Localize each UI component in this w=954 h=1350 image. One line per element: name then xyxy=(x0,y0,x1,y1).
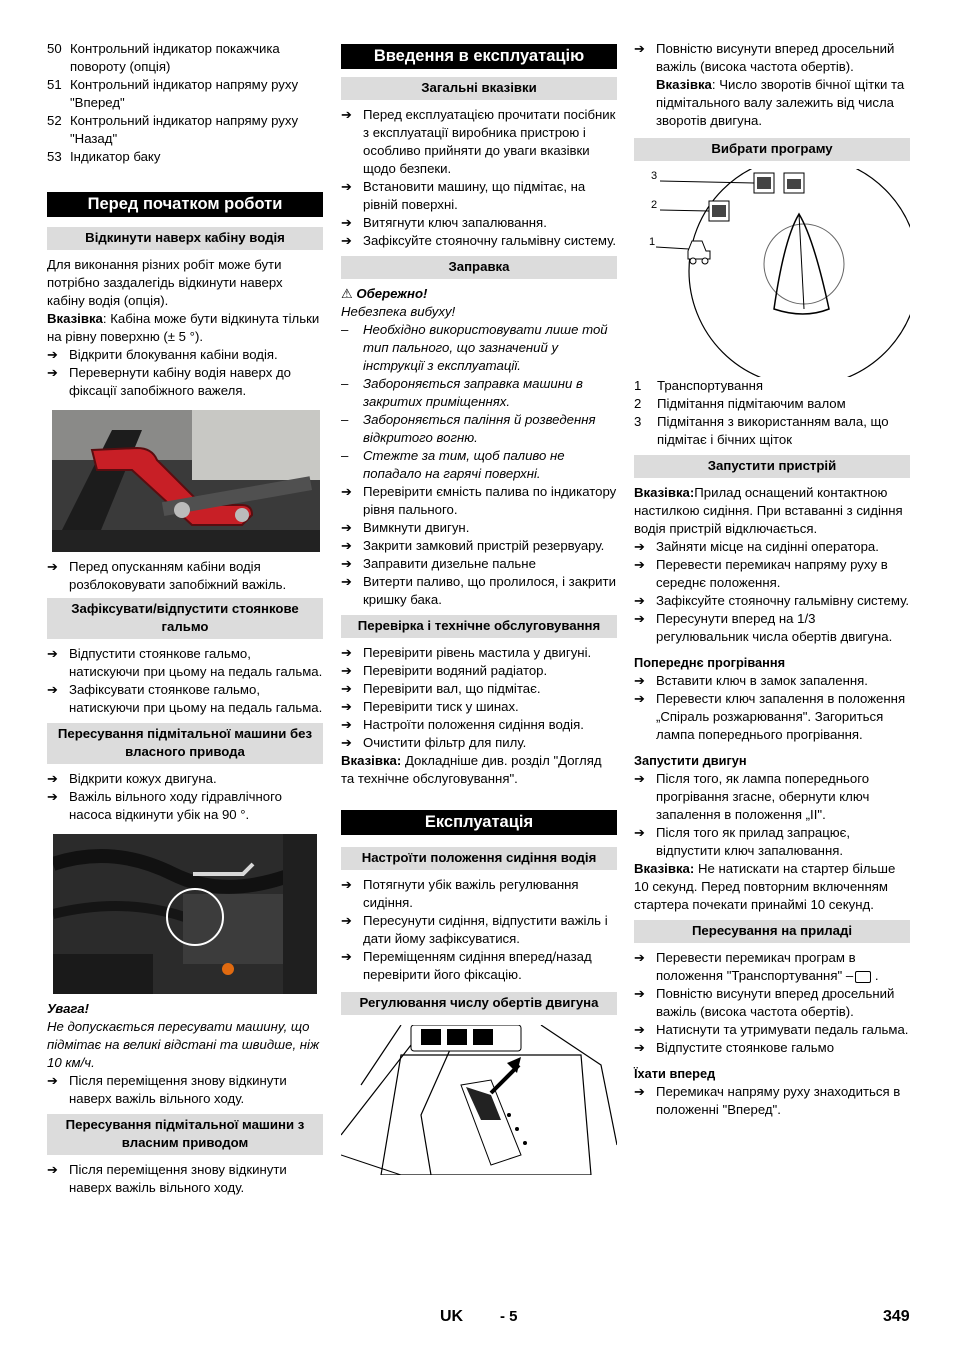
list-item-text: Підмітання з використанням вала, що підмітає і бічних щіток xyxy=(657,414,889,447)
list-item xyxy=(634,395,910,413)
note: Вказівка: Число зворотів бічної щітки та підмітального валу залежить від числа зворотів двигуна. xyxy=(656,77,905,128)
column-left xyxy=(47,40,323,1197)
arrow-icon: ➔ xyxy=(634,557,645,572)
freewheel-lever-photo xyxy=(53,834,317,994)
program-dial-diagram xyxy=(634,169,910,377)
note: Вказівка:Прилад оснащений контактною настилкою сидіння. При вставанні з сидіння водія пристрій відключається. xyxy=(634,485,903,536)
arrow-icon: ➔ xyxy=(341,699,352,714)
step: ➔ Повністю висунути вперед дросельний важіль (висока частота обертів). xyxy=(634,41,895,74)
step: ➔ Важіль вільного ходу гідравлічного насоса відкинути убік на 90 °. xyxy=(47,789,282,822)
cabin-lever-photo xyxy=(52,410,320,552)
caution-item: – Необхідно використовувати лише той тип пального, що зазначений у інструкції з експлуатації. xyxy=(341,322,608,373)
arrow-icon: ➔ xyxy=(341,179,352,194)
step: ➔ Зафіксувати стоянкове гальмо, натискуючи при цьому на педаль гальма. xyxy=(47,682,323,715)
arrow-icon: ➔ xyxy=(341,877,352,892)
list-item-number: 50 xyxy=(47,41,62,56)
step: ➔ Натиснути та утримувати педаль гальма. xyxy=(634,1022,909,1037)
subheading-start-engine: Запустити двигун xyxy=(634,753,747,768)
footer-local-page: - 5 xyxy=(500,1308,518,1325)
subheading-parking-brake: Зафіксувати/відпустити стоянкове гальмо xyxy=(47,598,323,639)
caution-item: – Забороняється паління й розведення відкритого вогню. xyxy=(341,412,596,445)
arrow-icon: ➔ xyxy=(341,107,352,122)
step: ➔ Після того як прилад запрацює, відпустити ключ запалювання. xyxy=(634,825,851,858)
step: ➔ Закрити замковий пристрій резервуару. xyxy=(341,538,605,553)
arrow-icon: ➔ xyxy=(47,365,58,380)
step: ➔ Зайняти місце на сидінні оператора. xyxy=(634,539,879,554)
caution-title: ⚠ Обережно! xyxy=(341,286,428,301)
dial-label-3: 3 xyxy=(651,170,658,182)
list-item-text: Підмітання підмітаючим валом xyxy=(657,396,846,411)
subheading-engine-rpm: Регулювання числу обертів двигуна xyxy=(341,992,617,1015)
arrow-icon: ➔ xyxy=(634,673,645,688)
arrow-icon: ➔ xyxy=(341,717,352,732)
subheading-seat: Настроїти положення сидіння водія xyxy=(341,847,617,870)
subheading-general: Загальні вказівки xyxy=(341,77,617,100)
arrow-icon: ➔ xyxy=(341,538,352,553)
section-heading-before-work: Перед початком роботи xyxy=(47,192,323,217)
step: ➔ Перевірити тиск у шинах. xyxy=(341,699,519,714)
step: ➔ Переміщенням сидіння вперед/назад перевірити його фіксацію. xyxy=(341,949,592,982)
list-item xyxy=(47,148,323,166)
list-item-number: 53 xyxy=(47,149,62,164)
list-item xyxy=(634,413,910,449)
arrow-icon: ➔ xyxy=(47,1162,58,1177)
subheading-start-device: Запустити пристрій xyxy=(634,455,910,478)
arrow-icon: ➔ xyxy=(341,215,352,230)
list-item-number: 51 xyxy=(47,77,62,92)
list-item xyxy=(47,76,323,112)
step: ➔ Перевірити ємність палива по індикатору рівня пального. xyxy=(341,484,617,517)
arrow-icon: ➔ xyxy=(47,789,58,804)
arrow-icon: ➔ xyxy=(341,556,352,571)
subheading-push-without-drive: Пересування підмітальної машини без власного привода xyxy=(47,723,323,764)
arrow-icon: ➔ xyxy=(634,41,645,56)
note: Вказівка: Не натискати на стартер більше 10 секунд. Перед повторним включенням стартера почекати принаймі 10 секунд. xyxy=(634,861,896,912)
program-1-icon xyxy=(688,241,710,259)
caution-subtitle: Небезпека вибуху! xyxy=(341,304,456,319)
list-item-number: 1 xyxy=(634,378,642,393)
arrow-icon: ➔ xyxy=(634,1040,645,1055)
arrow-icon: ➔ xyxy=(634,539,645,554)
caution-item: – Забороняється заправка машини в закритих приміщеннях. xyxy=(341,376,583,409)
list-item-number: 2 xyxy=(634,396,642,411)
subheading-push-with-drive: Пересування підмітальної машини з власним приводом xyxy=(47,1114,323,1155)
step: ➔ Перевірити вал, що підмітає. xyxy=(341,681,541,696)
arrow-icon: ➔ xyxy=(47,646,58,661)
step: ➔ Перевести перемикач напряму руху в середнє положення. xyxy=(634,557,888,590)
dial-label-2: 2 xyxy=(651,199,658,211)
list-item xyxy=(47,40,323,76)
column-right xyxy=(634,40,910,1119)
arrow-icon: ➔ xyxy=(634,691,645,706)
arrow-icon: ➔ xyxy=(634,825,645,840)
step: ➔ Зафіксуйте стояночну гальмівну систему. xyxy=(341,233,617,248)
arrow-icon: ➔ xyxy=(341,913,352,928)
subheading-driving: Пересування на приладі xyxy=(634,920,910,943)
transport-mode-icon xyxy=(855,971,871,983)
step: ➔ Встановити машину, що підмітає, на рівній поверхні. xyxy=(341,179,586,212)
step: ➔ Перед опусканням кабіни водія розблоковувати запобіжний важіль. xyxy=(47,559,287,592)
arrow-icon: ➔ xyxy=(634,593,645,608)
step: ➔ Після того, як лампа попереднього прогрівання згасне, обернути ключ запалення в положення „II". xyxy=(634,771,870,822)
arrow-icon: ➔ xyxy=(341,484,352,499)
indicator-list xyxy=(47,40,323,166)
step: ➔ Після переміщення знову відкинути наверх важіль вільного ходу. xyxy=(47,1162,287,1195)
note: Вказівка: Докладніше див. розділ "Догляд та технічне обслуговування". xyxy=(341,753,602,786)
throttle-lever-drawing xyxy=(341,1025,617,1175)
step: ➔ Перемикач напряму руху знаходиться в положенні "Вперед". xyxy=(634,1084,901,1117)
arrow-icon: ➔ xyxy=(634,1084,645,1099)
list-item-text: Контрольний індикатор напряму руху "Назад" xyxy=(70,113,299,146)
note: Вказівка: Кабіна може бути відкинута тільки на рівну поверхню (± 5 °). xyxy=(47,311,320,344)
list-item-text: Контрольний індикатор покажчика повороту (опція) xyxy=(70,41,280,74)
step: ➔ Повністю висунути вперед дросельний важіль (висока частота обертів). xyxy=(634,986,895,1019)
subheading-maintenance: Перевірка і технічне обслуговування xyxy=(341,615,617,638)
step: ➔ Настроїти положення сидіння водія. xyxy=(341,717,584,732)
step: ➔ Зафіксуйте стояночну гальмівну систему. xyxy=(634,593,910,608)
arrow-icon: ➔ xyxy=(47,771,58,786)
caution-item: – Стежте за тим, щоб паливо не попадало на гарячі поверхні. xyxy=(341,448,565,481)
list-item-text: Транспортування xyxy=(657,378,764,393)
arrow-icon: ➔ xyxy=(47,559,58,574)
step: ➔ Заправити дизельне пальне xyxy=(341,556,536,571)
subheading-program: Вибрати програму xyxy=(634,138,910,161)
arrow-icon: ➔ xyxy=(47,682,58,697)
step: ➔ Перевести ключ запалення в положення „Спіраль розжарювання". Загориться лампа попереднього прогрівання. xyxy=(634,691,906,742)
step: ➔ Відпустите стоянкове гальмо xyxy=(634,1040,835,1055)
arrow-icon: ➔ xyxy=(341,735,352,750)
arrow-icon: ➔ xyxy=(634,771,645,786)
arrow-icon: ➔ xyxy=(341,233,352,248)
arrow-icon: ➔ xyxy=(47,347,58,362)
step: ➔ Перед експлуатацією прочитати посібник з експлуатації виробника пристрою і особливо прийняти до уваги вказівки щодо безпеки. xyxy=(341,107,616,176)
step: ➔ Після переміщення знову відкинути наверх важіль вільного ходу. xyxy=(47,1073,287,1106)
step: ➔ Вставити ключ в замок запалення. xyxy=(634,673,868,688)
step: ➔ Відкрити кожух двигуна. xyxy=(47,771,217,786)
arrow-icon: ➔ xyxy=(341,663,352,678)
section-heading-operation: Експлуатація xyxy=(341,810,617,835)
step: ➔ Витерти паливо, що пролилося, і закрити кришку бака. xyxy=(341,574,616,607)
arrow-icon: ➔ xyxy=(341,949,352,964)
arrow-icon: ➔ xyxy=(341,645,352,660)
dial-label-1: 1 xyxy=(649,236,656,248)
step: ➔ Відкрити блокування кабіни водія. xyxy=(47,347,278,362)
column-middle xyxy=(341,44,617,1175)
step: ➔ Пересунути сидіння, відпустити важіль і дати йому зафіксуватися. xyxy=(341,913,608,946)
list-item-text: Контрольний індикатор напряму руху "Вперед" xyxy=(70,77,299,110)
warning-title: Увага! xyxy=(47,1001,89,1016)
step: ➔ Очистити фільтр для пилу. xyxy=(341,735,527,750)
step: ➔ Пересунути вперед на 1/3 регулювальник числа обертів двигуна. xyxy=(634,611,893,644)
subheading-open-cabin: Відкинути наверх кабіну водія xyxy=(47,227,323,250)
step: ➔ Потягнути убік важіль регулювання сидіння. xyxy=(341,877,579,910)
step: ➔ Вимкнути двигун. xyxy=(341,520,470,535)
arrow-icon: ➔ xyxy=(634,950,645,965)
list-item xyxy=(47,112,323,148)
section-heading-startup: Введення в експлуатацію xyxy=(341,44,617,69)
arrow-icon: ➔ xyxy=(341,574,352,589)
list-item-number: 3 xyxy=(634,414,642,429)
step: ➔ Перевернути кабіну водія наверх до фіксації запобіжного важеля. xyxy=(47,365,291,398)
warning-triangle-icon: ⚠ xyxy=(341,286,353,301)
arrow-icon: ➔ xyxy=(341,681,352,696)
subheading-refuel: Заправка xyxy=(341,256,617,279)
step: ➔ Перевести перемикач програм в положення "Транспортування" – . xyxy=(634,950,879,983)
footer-page-number: 349 xyxy=(883,1308,910,1325)
arrow-icon: ➔ xyxy=(634,986,645,1001)
warning-text: Не допускається пересувати машину, що підмітає на великі відстані та швидше, ніж 10 км/ч. xyxy=(47,1019,320,1070)
step: ➔ Відпустити стоянкове гальмо, натискуючи при цьому на педаль гальма. xyxy=(47,646,323,679)
step: ➔ Витягнути ключ запалювання. xyxy=(341,215,547,230)
paragraph: Для виконання різних робіт може бути потрібно заздалегідь відкинути наверх кабіну водія (опція). xyxy=(47,257,283,308)
list-item-number: 52 xyxy=(47,113,62,128)
step: ➔ Перевірити водяний радіатор. xyxy=(341,663,548,678)
step: ➔ Перевірити рівень мастила у двигуні. xyxy=(341,645,592,660)
arrow-icon: ➔ xyxy=(47,1073,58,1088)
arrow-icon: ➔ xyxy=(634,1022,645,1037)
list-item-text: Індикатор баку xyxy=(70,149,161,164)
list-item xyxy=(634,377,910,395)
subheading-preheat: Попереднє прогрівання xyxy=(634,655,786,670)
arrow-icon: ➔ xyxy=(341,520,352,535)
program-list xyxy=(634,377,910,449)
arrow-icon: ➔ xyxy=(634,611,645,626)
footer-language: UK xyxy=(440,1308,464,1325)
subheading-drive-forward: Їхати вперед xyxy=(634,1066,716,1081)
